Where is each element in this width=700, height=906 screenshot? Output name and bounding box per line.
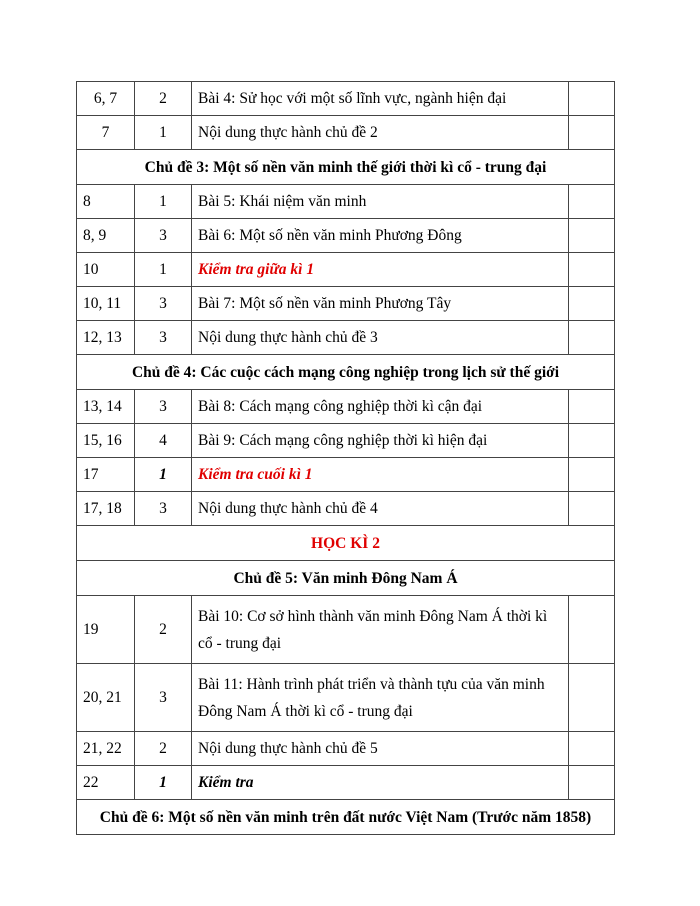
periods-value: 1 xyxy=(159,466,167,483)
lesson-row xyxy=(77,185,615,219)
lesson-row xyxy=(77,116,615,150)
periods-cell xyxy=(135,82,192,116)
lesson-title: Bài 6: Một số nền văn minh Phương Đông xyxy=(198,227,462,244)
lesson-content-cell xyxy=(192,219,569,253)
periods-cell xyxy=(135,219,192,253)
lesson-content-cell xyxy=(192,185,569,219)
lesson-content-cell xyxy=(192,458,569,492)
note-cell xyxy=(569,492,615,526)
lesson-title: Nội dung thực hành chủ đề 4 xyxy=(198,500,378,517)
lesson-title: Nội dung thực hành chủ đề 5 xyxy=(198,740,378,757)
periods-cell xyxy=(135,732,192,766)
topic-title: Chủ đề 3: Một số nền văn minh thế giới thời kì cổ - trung đại xyxy=(77,150,615,185)
periods-value: 2 xyxy=(159,621,167,638)
periods-value: 3 xyxy=(159,500,167,517)
lesson-row xyxy=(77,390,615,424)
week-cell: 17, 18 xyxy=(77,492,135,526)
lesson-content-cell xyxy=(192,116,569,150)
week-cell: 8 xyxy=(77,185,135,219)
week-cell: 15, 16 xyxy=(77,424,135,458)
week-cell: 13, 14 xyxy=(77,390,135,424)
curriculum-table-body xyxy=(77,82,615,835)
lesson-row xyxy=(77,82,615,116)
lesson-title: Kiểm tra xyxy=(198,774,254,791)
lesson-content-cell xyxy=(192,664,569,732)
lesson-content-line: Đông Nam Á thời kì cổ - trung đại xyxy=(198,702,413,720)
lesson-row xyxy=(77,287,615,321)
topic-header-row xyxy=(77,355,615,390)
week-cell: 19 xyxy=(77,596,135,664)
lesson-row xyxy=(77,664,615,732)
note-cell xyxy=(569,185,615,219)
periods-value: 3 xyxy=(159,398,167,415)
lesson-content-cell xyxy=(192,424,569,458)
exam-label: Kiểm tra cuối kì 1 xyxy=(198,466,313,483)
topic-title: Chủ đề 4: Các cuộc cách mạng công nghiệp trong lịch sử thế giới xyxy=(77,355,615,390)
periods-value: 1 xyxy=(159,774,167,791)
periods-value: 1 xyxy=(159,124,167,141)
note-cell xyxy=(569,424,615,458)
note-cell xyxy=(569,321,615,355)
periods-value: 3 xyxy=(159,689,167,706)
periods-value: 1 xyxy=(159,193,167,210)
week-cell: 22 xyxy=(77,766,135,800)
lesson-content-cell xyxy=(192,732,569,766)
topic-title: Chủ đề 6: Một số nền văn minh trên đất nước Việt Nam (Trước năm 1858) xyxy=(77,800,615,835)
note-cell xyxy=(569,116,615,150)
periods-value: 4 xyxy=(159,432,167,449)
week-cell: 17 xyxy=(77,458,135,492)
semester-title: HỌC KÌ 2 xyxy=(77,526,615,561)
note-cell xyxy=(569,82,615,116)
lesson-title: Nội dung thực hành chủ đề 2 xyxy=(198,124,378,141)
note-cell xyxy=(569,219,615,253)
week-cell: 10 xyxy=(77,253,135,287)
lesson-content-cell xyxy=(192,596,569,664)
lesson-row xyxy=(77,596,615,664)
note-cell xyxy=(569,390,615,424)
lesson-row xyxy=(77,424,615,458)
periods-cell xyxy=(135,424,192,458)
week-cell: 12, 13 xyxy=(77,321,135,355)
periods-cell xyxy=(135,664,192,732)
lesson-content-cell xyxy=(192,766,569,800)
lesson-title: Bài 7: Một số nền văn minh Phương Tây xyxy=(198,295,452,312)
note-cell xyxy=(569,766,615,800)
periods-cell xyxy=(135,116,192,150)
lesson-title: Bài 9: Cách mạng công nghiệp thời kì hiện đại xyxy=(198,432,488,449)
week-cell: 7 xyxy=(77,116,135,150)
periods-value: 3 xyxy=(159,295,167,312)
lesson-content-cell xyxy=(192,321,569,355)
lesson-title: Bài 4: Sử học với một số lĩnh vực, ngành hiện đại xyxy=(198,90,507,107)
lesson-row xyxy=(77,321,615,355)
lesson-content-line: cổ - trung đại xyxy=(198,634,282,652)
lesson-content-cell xyxy=(192,253,569,287)
lesson-row xyxy=(77,766,615,800)
periods-cell xyxy=(135,492,192,526)
periods-value: 3 xyxy=(159,227,167,244)
periods-value: 1 xyxy=(159,261,167,278)
semester-header-row xyxy=(77,526,615,561)
lesson-content-cell xyxy=(192,287,569,321)
lesson-title: Bài 5: Khái niệm văn minh xyxy=(198,193,367,210)
topic-header-row xyxy=(77,561,615,596)
lesson-content-cell xyxy=(192,82,569,116)
topic-header-row xyxy=(77,150,615,185)
note-cell xyxy=(569,596,615,664)
note-cell xyxy=(569,732,615,766)
lesson-row xyxy=(77,732,615,766)
lesson-row xyxy=(77,458,615,492)
periods-cell xyxy=(135,287,192,321)
lesson-content-cell xyxy=(192,390,569,424)
periods-cell xyxy=(135,766,192,800)
lesson-title: Nội dung thực hành chủ đề 3 xyxy=(198,329,378,346)
periods-cell xyxy=(135,596,192,664)
lesson-row xyxy=(77,253,615,287)
periods-cell xyxy=(135,185,192,219)
periods-cell xyxy=(135,390,192,424)
curriculum-table xyxy=(76,81,615,835)
lesson-content-line: Bài 11: Hành trình phát triển và thành tựu của văn minh xyxy=(198,675,545,693)
note-cell xyxy=(569,664,615,732)
lesson-title: Bài 8: Cách mạng công nghiệp thời kì cận đại xyxy=(198,398,483,415)
note-cell xyxy=(569,253,615,287)
lesson-content-line: Bài 10: Cơ sở hình thành văn minh Đông Nam Á thời kì xyxy=(198,607,548,625)
note-cell xyxy=(569,287,615,321)
periods-value: 2 xyxy=(159,90,167,107)
week-cell: 21, 22 xyxy=(77,732,135,766)
exam-label: Kiểm tra giữa kì 1 xyxy=(198,261,315,278)
topic-title: Chủ đề 5: Văn minh Đông Nam Á xyxy=(77,561,615,596)
lesson-row xyxy=(77,219,615,253)
week-cell: 10, 11 xyxy=(77,287,135,321)
periods-value: 3 xyxy=(159,329,167,346)
week-cell: 6, 7 xyxy=(77,82,135,116)
topic-header-row xyxy=(77,800,615,835)
lesson-content-cell xyxy=(192,492,569,526)
periods-value: 2 xyxy=(159,740,167,757)
note-cell xyxy=(569,458,615,492)
periods-cell xyxy=(135,321,192,355)
lesson-row xyxy=(77,492,615,526)
periods-cell xyxy=(135,458,192,492)
periods-cell xyxy=(135,253,192,287)
week-cell: 8, 9 xyxy=(77,219,135,253)
week-cell: 20, 21 xyxy=(77,664,135,732)
